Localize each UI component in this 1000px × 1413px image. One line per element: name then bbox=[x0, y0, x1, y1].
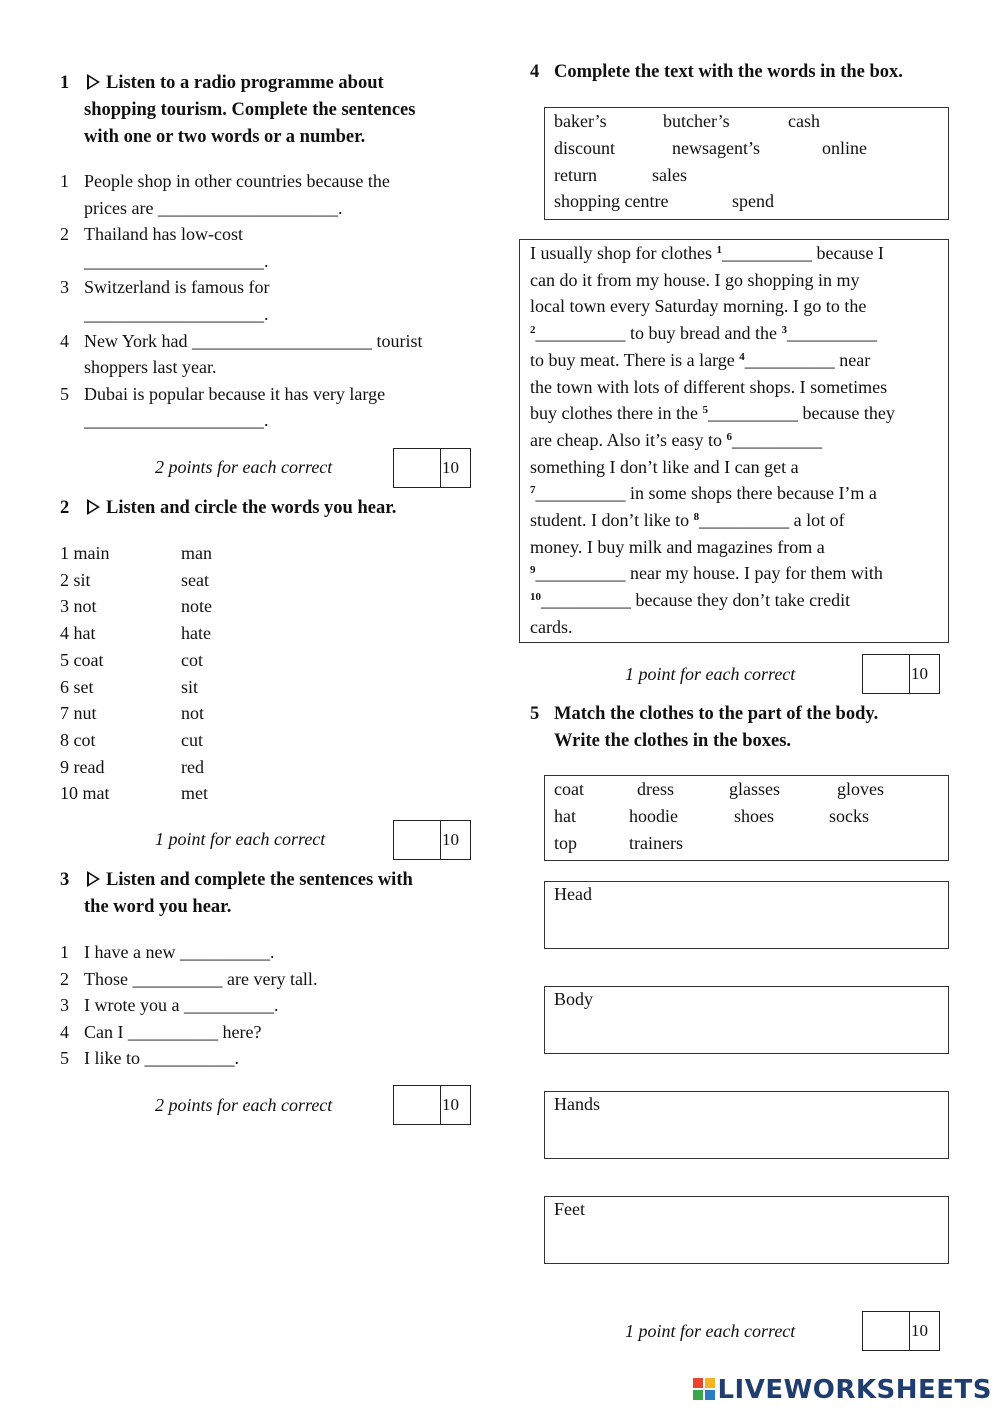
word-box-item[interactable]: gloves bbox=[837, 779, 884, 799]
score-box bbox=[862, 654, 940, 694]
exercise-1-heading: 1 Listen to a radio programme about shopping tourism. Complete the sentences with one or two words or a number. bbox=[60, 70, 480, 151]
score-box bbox=[393, 820, 471, 860]
exercise-3-heading: 3 Listen and complete the sentences with the word you hear. bbox=[60, 870, 413, 917]
word-pair-8: 8 cot bbox=[60, 729, 96, 750]
word-pairs: 1 main man 2 sit seat 3 not note 4 hat hate 5 coat cot 6 set sit 7 nut not 8 cot cut 9 read red 10 mat met bbox=[60, 540, 260, 807]
answer-blank[interactable]: __________ a lot of bbox=[699, 510, 845, 531]
word-pair-6: 6 set bbox=[60, 676, 94, 697]
list-item: 3 I wrote you a __________. bbox=[60, 995, 279, 1016]
points-label: 2 points for each correct bbox=[155, 1095, 333, 1115]
list-item: 2 Thailand has low-cost ____________________. bbox=[60, 221, 490, 274]
word-box-item: online bbox=[822, 138, 867, 158]
points-label: 2 points for each correct bbox=[155, 457, 333, 477]
score-max: 10 bbox=[911, 664, 928, 683]
exercise-number: 1 bbox=[60, 73, 70, 93]
score-max: 10 bbox=[442, 1095, 459, 1114]
word-box-item: shopping centre bbox=[554, 191, 669, 211]
answer-blank[interactable]: New York had ____________________ tourist bbox=[84, 330, 423, 351]
word-pair-10: 10 mat bbox=[60, 783, 110, 804]
answer-blank[interactable]: __________ to buy bread and the bbox=[535, 323, 782, 344]
list-item: 5 I like to __________. bbox=[60, 1048, 239, 1069]
word-box-item: sales bbox=[652, 165, 687, 185]
drop-box-hands[interactable]: Hands bbox=[544, 1091, 949, 1159]
play-triangle-icon[interactable] bbox=[87, 74, 100, 90]
answer-blank[interactable]: I wrote you a __________. bbox=[84, 995, 279, 1016]
answer-blank[interactable]: __________ bbox=[731, 429, 822, 450]
word-box-item: cash bbox=[788, 111, 820, 131]
drop-box-body[interactable]: Body bbox=[544, 986, 949, 1054]
word-box-item[interactable]: hoodie bbox=[629, 806, 678, 826]
answer-blank[interactable]: I have a new __________. bbox=[84, 942, 275, 962]
word-box-item[interactable]: glasses bbox=[729, 779, 780, 799]
word-box-item: discount bbox=[554, 138, 615, 158]
play-triangle-icon[interactable] bbox=[87, 871, 100, 887]
answer-blank[interactable]: __________ because they don’t take credit bbox=[541, 590, 851, 611]
answer-blank[interactable]: Those __________ are very tall. bbox=[84, 968, 318, 989]
drop-box-head[interactable]: Head bbox=[544, 881, 949, 949]
score-box bbox=[393, 448, 471, 488]
clothes-word-box bbox=[544, 775, 949, 861]
score-max: 10 bbox=[442, 830, 459, 849]
answer-blank[interactable]: I like to __________. bbox=[84, 1048, 239, 1069]
points-label: 1 point for each correct bbox=[625, 664, 796, 684]
score-max: 10 bbox=[442, 458, 459, 477]
list-item: 1 I have a new __________. bbox=[60, 942, 275, 962]
word-box-item[interactable]: dress bbox=[637, 779, 674, 799]
answer-blank[interactable]: __________ because I bbox=[721, 243, 884, 263]
list-item: 2 Those __________ are very tall. bbox=[60, 968, 318, 989]
points-label: 1 point for each correct bbox=[625, 1321, 796, 1341]
play-triangle-icon[interactable] bbox=[87, 499, 100, 515]
liveworksheets-logo[interactable]: LIVEWORKSHEETS bbox=[693, 1375, 992, 1405]
exercise-4-heading: 4 Complete the text with the words in the box. bbox=[530, 62, 903, 82]
answer-blank[interactable]: __________ because they bbox=[707, 403, 895, 424]
score-box bbox=[393, 1085, 471, 1125]
drop-box-feet[interactable]: Feet bbox=[544, 1196, 949, 1264]
word-box-item[interactable]: top bbox=[554, 833, 578, 853]
exercise-1-list bbox=[60, 168, 490, 434]
score-box bbox=[862, 1311, 940, 1351]
word-box-item: spend bbox=[732, 191, 774, 211]
word-box-item: return bbox=[554, 165, 597, 185]
score-input[interactable] bbox=[394, 1086, 441, 1124]
points-label: 1 point for each correct bbox=[155, 829, 326, 849]
score-input[interactable] bbox=[863, 1312, 910, 1350]
answer-blank[interactable]: ____________________. bbox=[84, 303, 269, 324]
word-box bbox=[544, 107, 949, 220]
score-input[interactable] bbox=[394, 821, 441, 859]
word-pair-1: 1 main bbox=[60, 543, 110, 563]
word-pair-4: 4 hat bbox=[60, 623, 96, 644]
word-pair-5: 5 coat bbox=[60, 649, 104, 670]
list-item: 5 Dubai is popular because it has very large ____________________. bbox=[60, 381, 490, 434]
word-pair-9: 9 read bbox=[60, 756, 105, 777]
word-box-item: newsagent’s bbox=[672, 138, 760, 158]
answer-blank[interactable]: Can I __________ here? bbox=[84, 1021, 262, 1042]
answer-blank[interactable]: ____________________. bbox=[84, 250, 269, 271]
word-pair-2: 2 sit bbox=[60, 569, 91, 590]
liveworksheets-logo-icon bbox=[693, 1378, 715, 1400]
answer-blank[interactable]: ____________________. bbox=[84, 410, 269, 431]
word-box-item[interactable]: trainers bbox=[629, 833, 683, 853]
score-max: 10 bbox=[911, 1321, 928, 1340]
word-pair-7: 7 nut bbox=[60, 703, 97, 724]
word-box-item: butcher’s bbox=[663, 111, 730, 131]
score-input[interactable] bbox=[863, 655, 910, 693]
exercise-3-list bbox=[60, 939, 480, 1072]
word-pair-3: 3 not bbox=[60, 596, 97, 617]
exercise-5-heading: 5 Match the clothes to the part of the body. Write the clothes in the boxes. bbox=[530, 704, 879, 751]
word-box-item[interactable]: hat bbox=[554, 806, 576, 826]
word-box-item[interactable]: shoes bbox=[734, 806, 774, 826]
exercise-2-heading: 2 Listen and circle the words you hear. bbox=[60, 498, 397, 518]
word-box-item[interactable]: socks bbox=[829, 806, 869, 826]
list-item: 4 Can I __________ here? bbox=[60, 1021, 262, 1042]
word-box-item: baker’s bbox=[554, 111, 607, 131]
word-box-item[interactable]: coat bbox=[554, 779, 584, 799]
list-item: 1 People shop in other countries because the prices are ____________________. bbox=[60, 168, 490, 221]
answer-blank[interactable]: __________ bbox=[786, 323, 877, 344]
list-item: 3 Switzerland is famous for ____________________. bbox=[60, 274, 490, 327]
answer-blank[interactable]: __________ in some shops there because I’m a bbox=[535, 483, 877, 504]
gap-fill-text: I usually shop for clothes $^1$__________ because I can do it from my house. I go shopping in my local town every Saturday morning. I go to the $^2$__________ to buy bread and the $^3$__________ to buy meat. There is a large $^4$__________ near the town with lots of different shops. I sometimes buy clothes there in the $^5$__________ because they are cheap. Also it’s easy to $^6$__________ something I don’t like and I can get a $^7$__________ in some shops there because I’m a student. I don’t like to $^8$__________ a lot of money. I buy milk and magazines from a $^9$__________ near my house. I pay for them with $^{10}$__________ because they don’t take credit cards. bbox=[519, 239, 949, 643]
score-input[interactable] bbox=[394, 449, 441, 487]
answer-blank[interactable]: __________ near bbox=[744, 349, 871, 370]
answer-blank[interactable]: __________ near my house. I pay for them with bbox=[535, 563, 883, 584]
list-item: 4 New York had ____________________ tourist shoppers last year. bbox=[60, 330, 423, 378]
answer-blank[interactable]: prices are ____________________. bbox=[84, 197, 343, 218]
